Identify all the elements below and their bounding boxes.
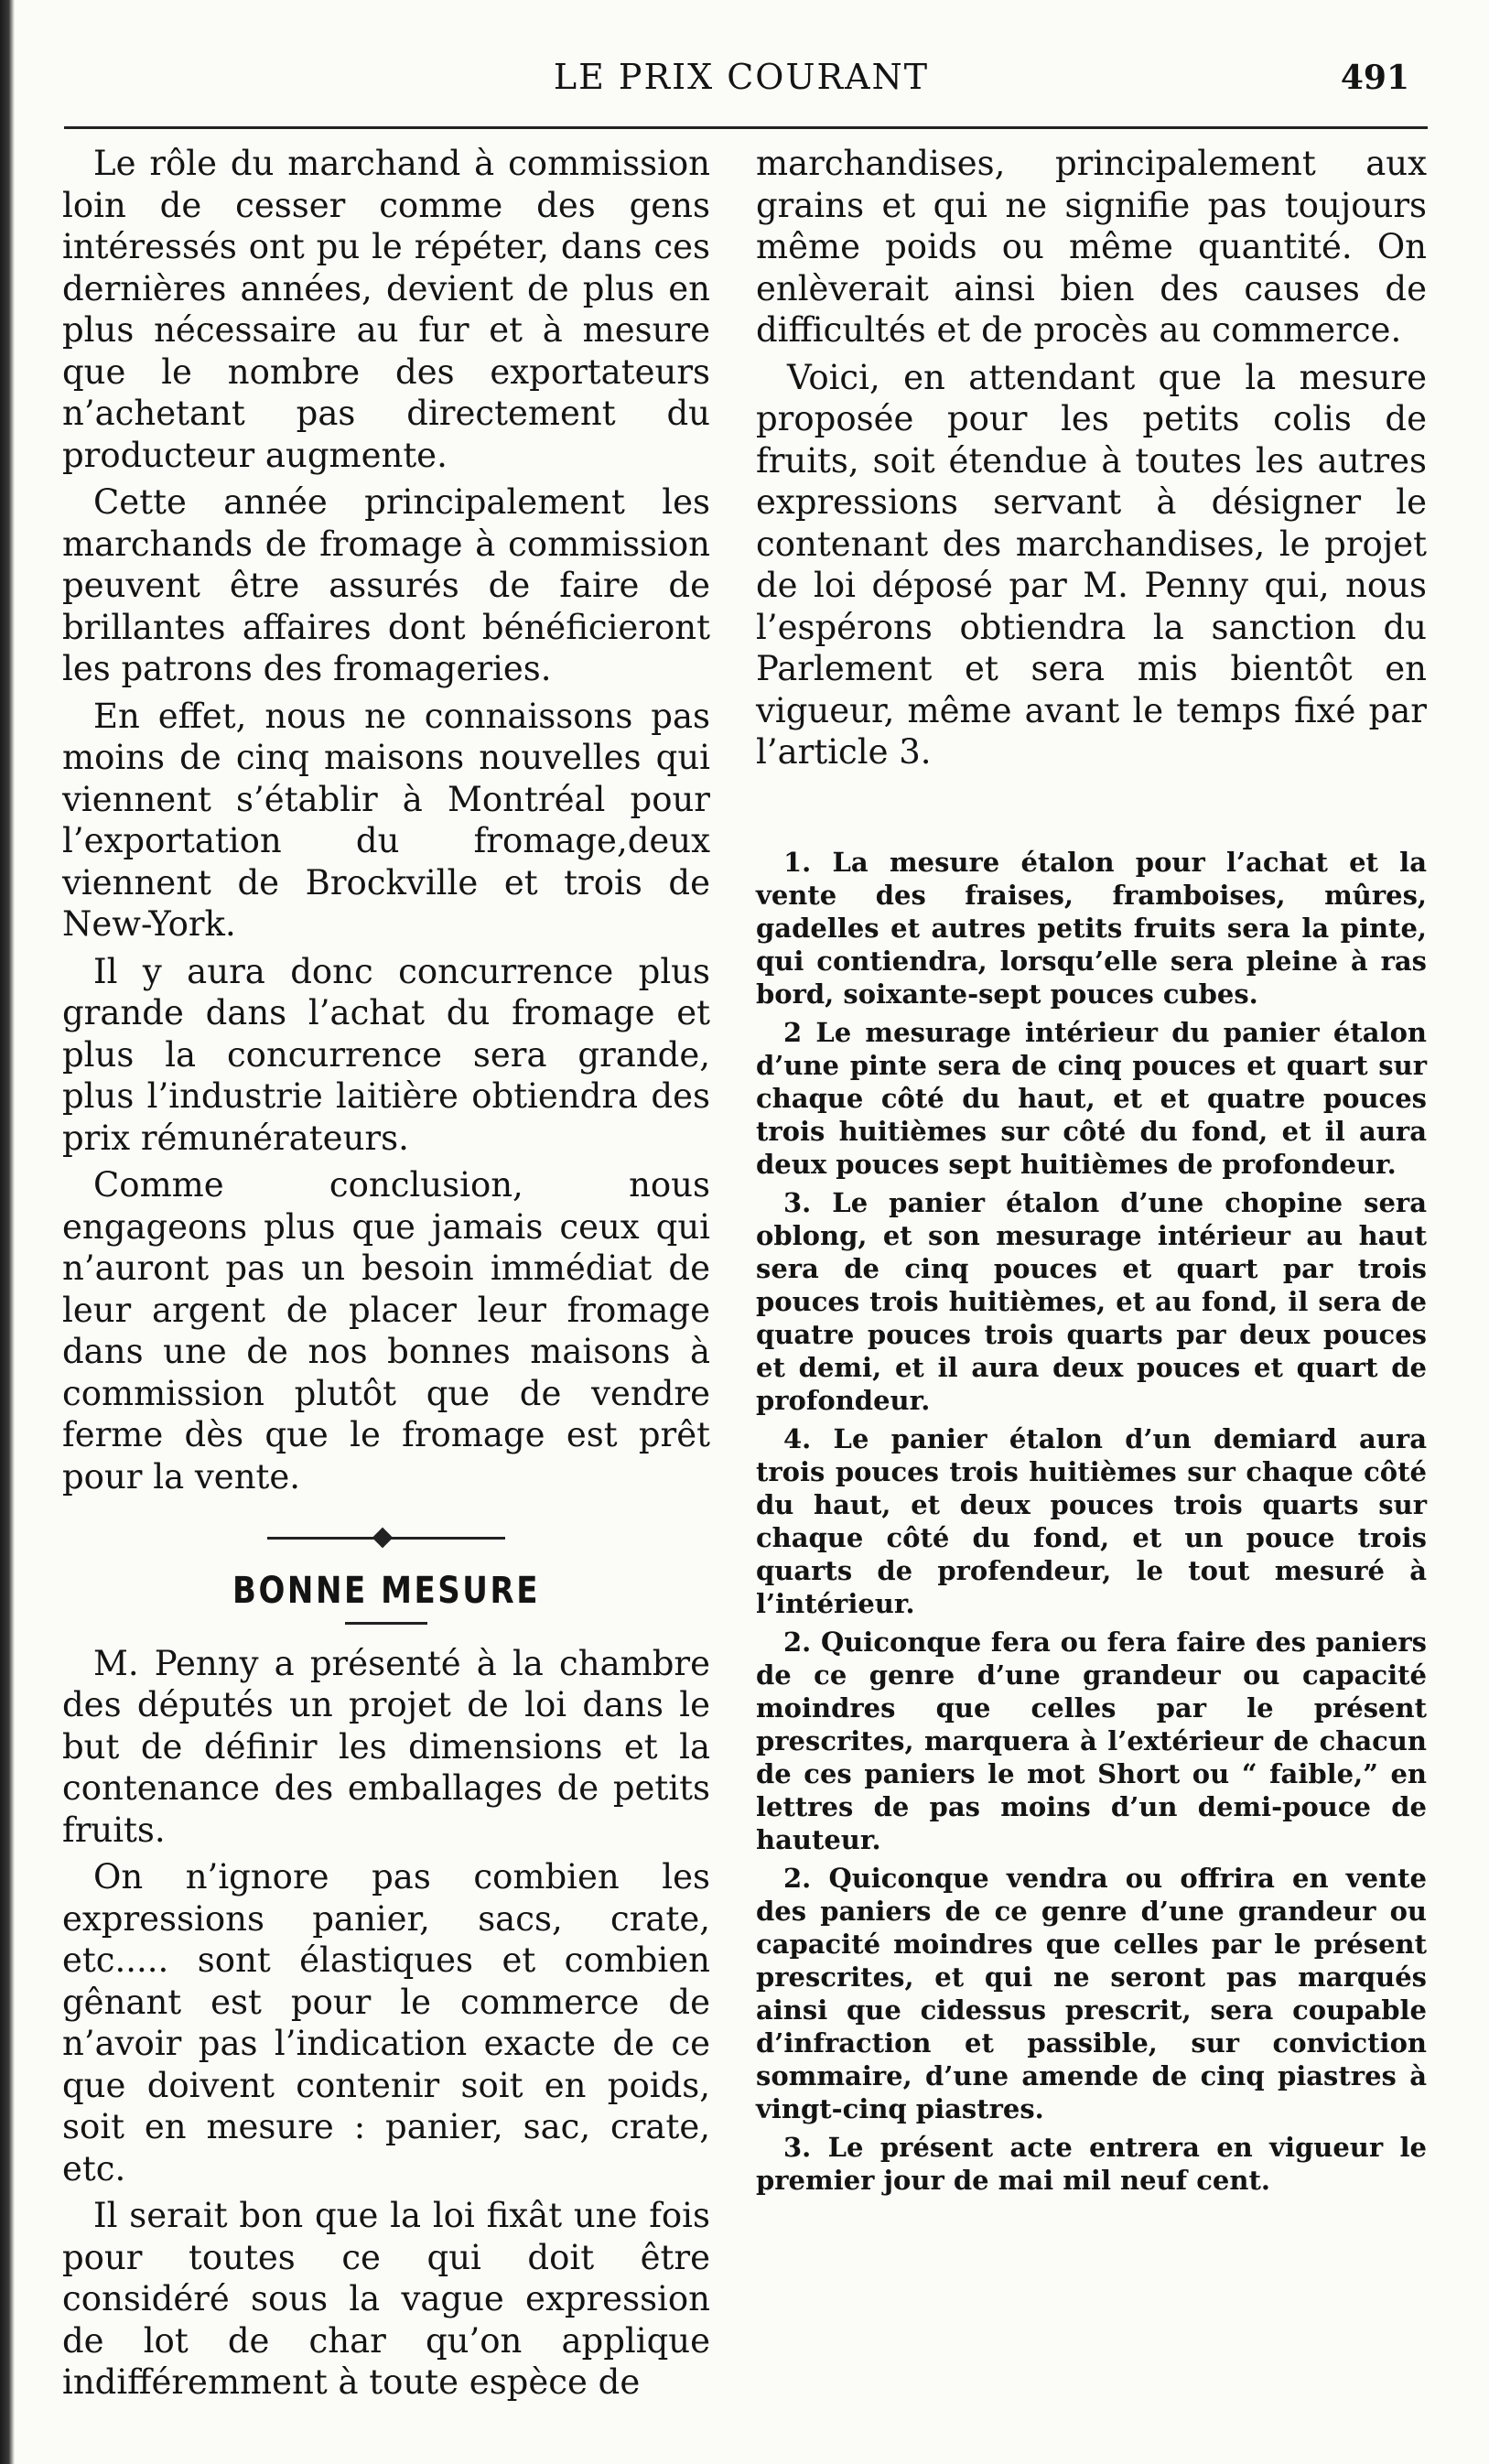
bill-article: 2. Quiconque fera ou fera faire des paniers de ce genre d’une grandeur ou capacité moindres que celles par le présent prescrites, marquera à l’extérieur de chacun de ces paniers le mot Short ou “ faible,” en lettres de pas moins d’un demi-pouce de hauteur. <box>756 1626 1427 1855</box>
paragraph: Il y aura donc concurrence plus grande dans l’achat du fromage et plus la concurrence sera grande, plus l’industrie laitière obtiendra des prix rémunérateurs. <box>62 951 710 1158</box>
left-column <box>62 143 710 2404</box>
bill-article: 2 Le mesurage intérieur du panier étalon d’une pinte sera de cinq pouces et quart sur chaque côté du haut, et et quatre pouces trois huitièmes sur côté du fond, et il aura deux pouces sept huitièmes de profondeur. <box>756 1017 1427 1180</box>
paragraph: Cette année principalement les marchands de fromage à commission peuvent être assurés de faire de brillantes affaires dont bénéficieront les patrons des fromageries. <box>62 482 710 688</box>
paragraph: En effet, nous ne connaissons pas moins de cinq maisons nouvelles qui viennent s’établir à Montréal pour l’exportation du fromage,deux viennent de Brockville et trois de New-York. <box>62 696 710 944</box>
page-number: 491 <box>1340 59 1409 97</box>
bill-article: 3. Le panier étalon d’une chopine sera oblong, et son mesurage intérieur au haut sera de cinq pouces et quart par trois pouces trois huitièmes, et au fond, il sera de quatre pouces trois quarts par deux pouces et demi, et il aura deux pouces et quart de profondeur. <box>756 1187 1427 1416</box>
paragraph: marchandises, principalement aux grains et qui ne signifie pas toujours même poids ou même quantité. On enlèverait ainsi bien des causes de difficultés et de procès au commerce. <box>756 144 1427 350</box>
bill-article: 3. Le présent acte entrera en vigueur le premier jour de mai mil neuf cent. <box>756 2132 1427 2196</box>
ornament-diamond-icon <box>372 1528 394 1549</box>
bill-article: 4. Le panier étalon d’un demiard aura trois pouces trois huitièmes sur chaque côté du haut, et deux pouces trois quarts sur chaque côté du fond, et un pouce trois quarts de profendeur, le tout mesuré à l’intérieur. <box>756 1423 1427 1619</box>
paragraph: Voici, en attendant que la mesure proposée pour les petits colis de fruits, soit étendue à toutes les autres expressions servant à désigner le contenant des marchandises, le projet de loi déposé par M. Penny qui, nous l’espérons obtiendra la sanction du Parlement et sera mis bientôt en vigueur, même avant le temps fixé par l’article 3. <box>756 357 1427 772</box>
paragraph: M. Penny a présenté à la chambre des députés un projet de loi dans le but de définir les dimensions et la contenance des emballages de petits fruits. <box>62 1643 710 1850</box>
page-header <box>55 57 1428 112</box>
header-rule <box>64 126 1428 129</box>
running-title: LE PRIX COURANT <box>553 57 930 97</box>
section-ornament <box>267 1529 505 1547</box>
paragraph: Le rôle du marchand à commission loin de cesser comme des gens intéressés ont pu le répéter, dans ces dernières années, devient de plus en plus nécessaire au fur et à mesure que le nombre des exportateurs n’achetant pas directement du producteur augmente. <box>62 144 710 475</box>
paragraph: Comme conclusion, nous engageons plus que jamais ceux qui n’auront pas un besoin immédiat de leur argent de placer leur fromage dans une de nos bonnes maisons à commission plutôt que de vendre ferme dès que le fromage est prêt pour la vente. <box>62 1165 710 1497</box>
page-edge-shadow <box>0 0 15 2464</box>
right-column <box>756 143 1427 773</box>
bill-article: 1. La mesure étalon pour l’achat et la vente des fraises, framboises, mûres, gadelles et autres petits fruits sera la pinte, qui contiendra, lorsqu’elle sera pleine à ras bord, soixante-sept pouces cubes. <box>756 847 1427 1010</box>
paragraph: On n’ignore pas combien les expressions panier, sacs, crate, etc..... sont élastiques et combien gênant est pour le commerce de n’avoir pas l’indication exacte de ce que doivent contenir soit en poids, soit en mesure : panier, sac, crate, etc. <box>62 1857 710 2188</box>
paragraph: Il serait bon que la loi fixât une fois pour toutes ce qui doit être considéré sous la vague expression de lot de char qu’on applique indifféremment à toute espèce de <box>62 2196 710 2402</box>
section-title: BONNE MESURE <box>232 1570 540 1612</box>
bill-article: 2. Quiconque vendra ou offrira en vente des paniers de ce genre d’une grandeur ou capacité moindres que celles par le présent prescrites, et qui ne seront pas marqués ainsi que cidessus prescrit, sera coupable d’infraction et passible, sur conviction sommaire, d’une amende de cinq piastres à vingt-cinq piastres. <box>756 1863 1427 2124</box>
section-title-rule <box>345 1622 427 1625</box>
bill-text <box>756 846 1427 2197</box>
